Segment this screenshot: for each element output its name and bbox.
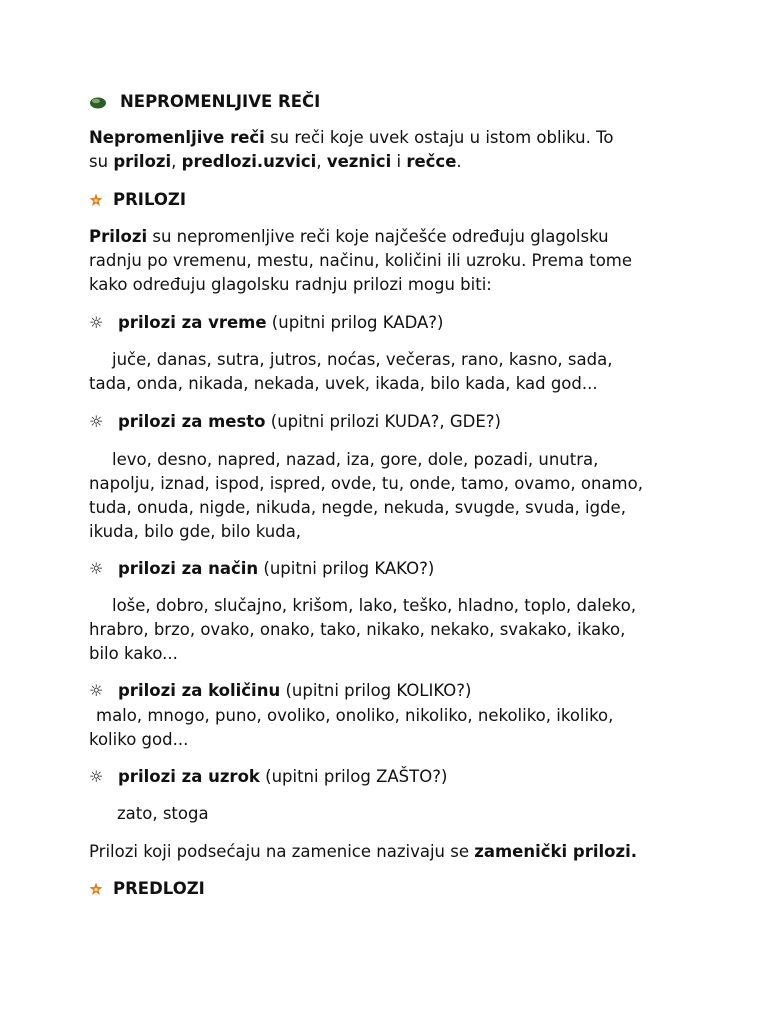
sun-bullet-icon: ☼ [89,412,104,431]
sun-bullet-icon: ☼ [89,767,104,786]
category-question: (upitni prilog ZAŠTO?) [259,767,448,786]
section-heading-prilozi [89,188,689,212]
term-prilozi: prilozi [113,152,172,171]
category-heading-vreme [89,311,689,335]
category-heading-nacin [89,557,689,581]
orange-star-icon [89,882,103,896]
examples-line: tada, onda, nikada, nekada, uvek, ikada, bilo kada, kad god... [89,374,598,393]
examples-line: zato, stoga [117,804,209,823]
category-examples-mesto [89,448,689,544]
term-recce: rečce [406,152,457,171]
category-question: (upitni prilog KADA?) [266,313,444,332]
definition-line-2: radnju po vremenu, mestu, načinu, količini ili uzroku. Prema tome [89,251,633,270]
category-heading-uzrok [89,765,689,789]
examples-line: malo, mnogo, puno, ovoliko, onoliko, nikoliko, nekoliko, ikoliko, [96,706,614,725]
category-question: (upitni prilozi KUDA?, GDE?) [265,412,501,431]
term-predlozi-uzvici: predlozi.uzvici [181,152,317,171]
definition-line-3: kako određuju glagolsku radnju prilozi mogu biti: [89,275,492,294]
intro-text: , [316,152,327,171]
examples-line: ikuda, bilo gde, bilo kuda, [89,522,302,541]
category-question: (upitni prilog KOLIKO?) [280,681,472,700]
green-gem-icon [89,95,107,109]
document-title-row [89,90,689,114]
section-heading-predlozi [89,877,689,901]
section-title-prilozi: PRILOZI [113,190,186,209]
intro-text: su reči koje uvek ostaju u istom obliku. To [264,128,614,147]
definition-paragraph [89,225,689,297]
intro-line-2 [89,150,689,174]
examples-line: koliko god... [89,730,189,749]
category-title: prilozi za vreme [118,313,267,332]
sun-bullet-icon: ☼ [89,559,104,578]
document-title: NEPROMENLJIVE REČI [120,92,321,111]
category-examples-vreme [89,348,689,396]
term-veznici: veznici [326,152,392,171]
examples-line: tuda, onuda, nigde, nikuda, negde, nekuda, svugde, svuda, igde, [89,498,626,517]
category-question: (upitni prilog KAKO?) [258,559,435,578]
definition-text: su nepromenljive reči koje najčešće određuju glagolsku [147,227,609,246]
intro-line-1 [89,126,689,150]
intro-text: . [456,152,462,171]
category-title: prilozi za način [118,559,259,578]
category-examples-kolicina [89,704,689,752]
examples-line: napolju, iznad, ispod, ispred, ovde, tu, onde, tamo, ovamo, onamo, [89,474,643,493]
intro-bold-term: Nepromenljive reči [89,128,265,147]
zamenicki-term: zamenički prilozi. [474,842,638,861]
intro-text: , [171,152,182,171]
orange-star-icon [89,193,103,207]
zamenicki-note [89,840,689,864]
category-title: prilozi za uzrok [118,767,260,786]
category-heading-mesto [89,410,689,434]
examples-line: juče, danas, sutra, jutros, noćas, večeras, rano, kasno, sada, [112,350,613,369]
examples-line: bilo kako... [89,644,178,663]
sun-bullet-icon: ☼ [89,313,104,332]
intro-text: su [89,152,114,171]
sun-bullet-icon: ☼ [89,681,104,700]
category-examples-nacin [89,594,689,666]
zamenicki-text: Prilozi koji podsećaju na zamenice nazivaju se [89,842,475,861]
intro-text: i [391,152,407,171]
intro-paragraph [89,126,689,174]
category-heading-kolicina [89,679,689,703]
definition-term: Prilozi [89,227,148,246]
examples-line: hrabro, brzo, ovako, onako, tako, nikako, nekako, svakako, ikako, [89,620,626,639]
category-title: prilozi za mesto [118,412,266,431]
examples-line: loše, dobro, slučajno, krišom, lako, teško, hladno, toplo, daleko, [112,596,637,615]
section-title-predlozi: PREDLOZI [113,879,205,898]
category-title: prilozi za količinu [118,681,281,700]
category-examples-uzrok [89,802,689,826]
definition-line-1 [89,225,689,249]
examples-line: levo, desno, napred, nazad, iza, gore, dole, pozadi, unutra, [112,450,599,469]
